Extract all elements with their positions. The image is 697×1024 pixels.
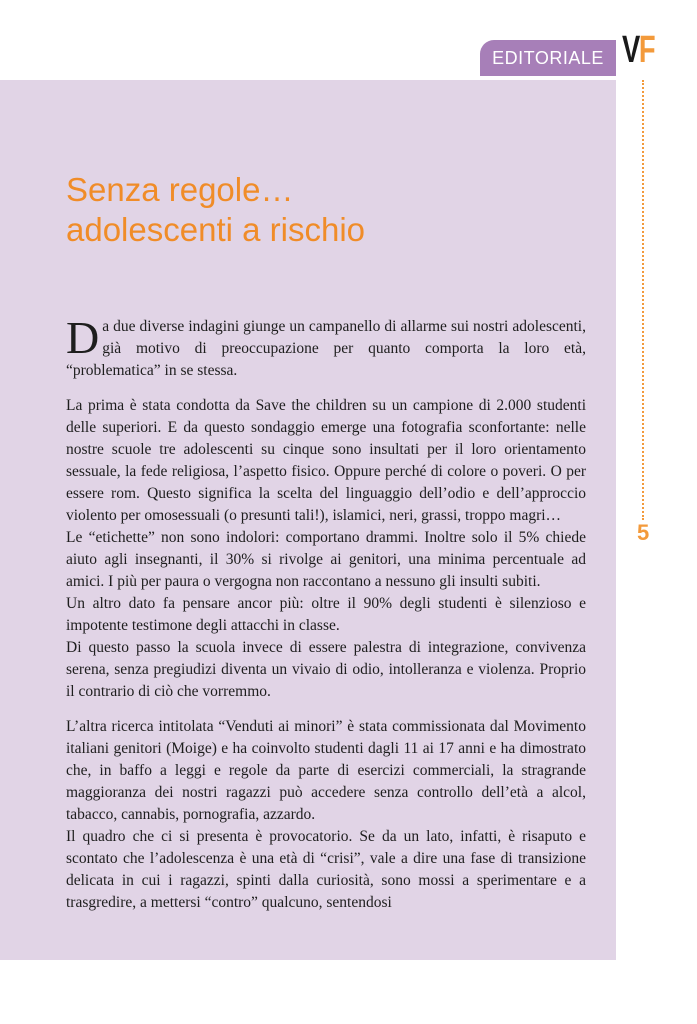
paragraph-6: L’altra ricerca intitolata “Venduti ai minori” è stata commissionata dal Movimento italiani genitori (Moige) e ha coinvolto studenti dagli 11 ai 17 anni e ha dimostrato che, in baffo a leggi e regole da parte di esercizi commerciali, la stragrande maggioranza dei nostri ragazzi può accedere senza controllo dell’età a alcol, tabacco, cannabis, pornografia, azzardo.: [66, 718, 586, 823]
title-line-1: Senza regole…: [66, 171, 294, 208]
paragraph-1-text: a due diverse indagini giunge un campanello di allarme sui nostri adolescenti, già motivo di preoccupazione per quanto comporta la loro età, “problematica” in se stessa.: [66, 318, 586, 379]
paragraph-5: Di questo passo la scuola invece di essere palestra di integrazione, convivenza serena, senza pregiudizi diventa un vivaio di odio, intolleranza e violenza. Proprio il contrario di ciò che vorremmo.: [66, 639, 586, 700]
magazine-logo: [622, 30, 654, 70]
paragraph-4: Un altro dato fa pensare ancor più: oltre il 90% degli studenti è silenzioso e impotente testimone degli attacchi in classe.: [66, 595, 586, 634]
paragraph-1: [66, 312, 586, 382]
paragraph-3: Le “etichette” non sono indolori: comportano drammi. Inoltre solo il 5% chiede aiuto agli insegnanti, il 30% si rivolge ai genitori, una minima percentuale ad amici. I più per paura o vergogna non raccontano a nessuno gli insulti subiti.: [66, 529, 586, 590]
title-line-2: adolescenti a rischio: [66, 211, 365, 248]
article-title: [66, 170, 365, 250]
paragraph-2: La prima è stata condotta da Save the children su un campione di 2.000 studenti delle superiori. E da questo sondaggio emerge una fotografia sconfortante: nelle nostre scuole tre adolescenti su cinque sono insultati per il loro orientamento sessuale, la fede religiosa, l’aspetto fisico. Oppure perché di colore o poveri. O per essere rom. Questo significa la scelta del linguaggio dell’odio e dell’approccio violento per omosessuali (o presunti tali!), islamici, neri, grassi, troppo magri…: [66, 397, 586, 524]
dotted-margin-line: [642, 80, 644, 520]
paragraph-7: Il quadro che ci si presenta è provocatorio. Se da un lato, infatti, è risaputo e scontato che l’adolescenza è una età di “crisi”, vale a dire una fase di transizione delicata in cui i ragazzi, spinti dalla curiosità, sono mossi a sperimentare e a trasgredire, a mettersi “contro” qualcuno, sentendosi: [66, 828, 586, 911]
page-number: 5: [637, 520, 650, 545]
article-body: [66, 312, 586, 914]
logo-letter-f: F: [638, 29, 655, 71]
section-tag: EDITORIALE: [480, 40, 616, 76]
logo-letter-v: V: [622, 29, 639, 71]
drop-cap: D: [66, 312, 100, 363]
